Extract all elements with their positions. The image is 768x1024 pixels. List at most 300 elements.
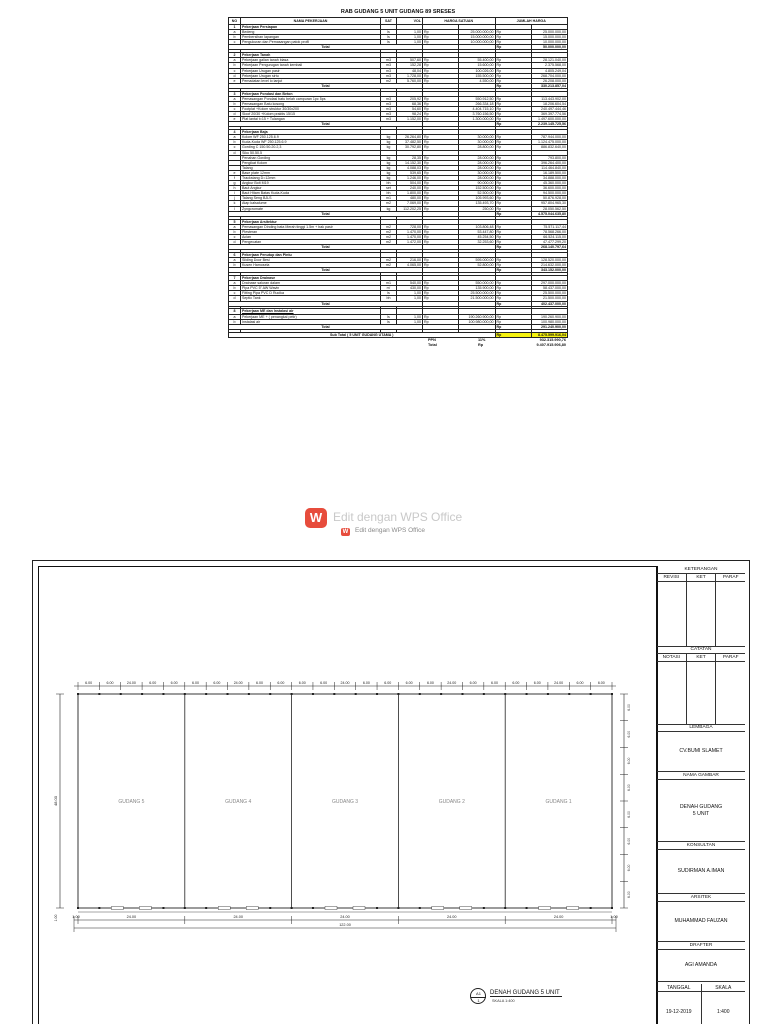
item-unit-price: 152.500,00 [459,186,495,191]
section-no: 7 [229,276,241,281]
bottom-dimension-label: 24.00 [233,915,243,919]
currency-label: Rp [495,117,531,122]
item-unit: m2 [381,201,397,206]
currency-label: Rp [495,263,531,268]
item-unit: m3 [381,107,397,112]
top-dimension-label: 6.00 [426,681,434,685]
currency-label: Rp [423,58,459,63]
currency-label: Rp [423,40,459,45]
column-mark [568,693,570,695]
currency-label: Rp [423,165,459,170]
item-unit-price: 105.993,60 [459,196,495,201]
item-name: Pengukuran dan Pemasangan patok profil [241,40,381,45]
currency-label: Rp [423,296,459,301]
item-letter: a [229,258,241,263]
grand-total-row: Total Rp 9.407.915.906,80 [428,342,566,347]
currency-label: Rp [495,258,531,263]
item-volume: 14.152,30 [397,160,423,165]
item-unit: m3 [381,58,397,63]
item-unit: bh [381,191,397,196]
item-volume: 1.246,00 [397,176,423,181]
room-label: GUDANG 3 [331,799,359,805]
item-volume: 1.470,00 [397,234,423,239]
item-letter: c [229,291,241,296]
item-unit: m3 [381,63,397,68]
lembaga-value: CV.BUMI SLAMET [657,732,745,772]
column-mark [269,693,271,695]
currency-label: Rp [423,68,459,73]
column-mark [504,693,506,695]
item-amount: 886.832.640,00 [531,145,567,150]
currency-label: Rp [495,73,531,78]
rab-title: RAB GUDANG 5 UNIT GUDANG 89 SRESES [340,9,456,15]
item-unit-price: 266.334,18 [459,101,495,106]
item-name: Pengecatan [241,239,381,244]
overall-dimension-label: 122.00 [339,923,351,927]
room-label: GUDANG 1 [545,799,572,805]
item-unit: m' [381,286,397,291]
item-amount: 369.397.774,56 [531,112,567,117]
currency-label: Rp [495,186,531,191]
currency-label: Rp [423,63,459,68]
caption-title: DENAH GUDANG 5 UNIT [490,990,560,996]
item-unit: ls [381,319,397,324]
bottom-dimension-label: 24.00 [553,915,564,919]
top-dimension-label: 6.00 [405,681,413,685]
left-dimension-label: 48.00 [53,795,58,807]
item-amount: 214.632.000,00 [531,263,567,268]
skala-label: SKALA [715,985,732,991]
item-letter: b [229,229,241,234]
item-unit-price: 15.000.000,00 [459,35,495,40]
item-letter: g [229,181,241,186]
item-letter: a [229,281,241,286]
caption-scale: SKALA 1:400 [492,999,515,1003]
door-mark [246,907,258,910]
item-name: Sliding Door Besi [241,258,381,263]
item-volume: 4.065,00 [397,263,423,268]
item-unit-price: 30.000,00 [459,135,495,140]
item-name: Footplat +Kolom struktur 30/30x200 [241,107,381,112]
currency-label: Rp [495,83,531,88]
currency-label: Rp [423,314,459,319]
tanggal-skala-labels [657,984,745,992]
item-volume: 7.069,00 [397,201,423,206]
item-letter: d [229,150,241,155]
floor-plan [38,566,658,1024]
section-no: 3 [229,91,241,96]
item-unit: m2 [381,224,397,229]
item-unit-price: 595.000,00 [459,258,495,263]
currency-label: Rp [423,73,459,78]
bottom-dimension-label: 24.00 [447,915,457,919]
item-unit: kg [381,165,397,170]
top-dimension-label: 6.00 [576,681,584,685]
column-mark [526,693,528,695]
right-dimension-label: 6.00 [627,891,631,898]
currency-label: Rp [495,155,531,160]
currency-label: Rp [495,229,531,234]
item-name: Pemasangan Dinding bata Merah tinggi 1.5m + bak pasir [241,224,381,229]
drafter-value: AGI AMANDA [657,950,745,982]
item-volume: 240,00 [397,186,423,191]
catatan-header: CATATAN [657,646,745,654]
currency-label: Rp [423,186,459,191]
drawing-caption [470,988,590,1008]
currency-label: Rp [495,296,531,301]
top-dimension-label: 6.00 [491,681,499,685]
item-letter: b [229,286,241,291]
item-amount: 297.000.000,00 [531,281,567,286]
column-mark [141,693,143,695]
currency-label: Rp [423,239,459,244]
item-unit-price: 3.760.156,50 [459,112,495,117]
item-name: Siku 50.50.5 [241,150,381,155]
item-name: Pipa PVC 5" AW Wavin [241,286,381,291]
section-total: 4.575.044.635,80 [531,211,567,216]
item-letter: d [229,73,241,78]
item-amount: 45.360.000,00 [531,181,567,186]
item-unit-price: 55.400,00 [459,58,495,63]
item-letter: b [229,35,241,40]
top-dimension-label: 24.00 [447,681,457,685]
item-amount: 47.477.299,20 [531,239,567,244]
column-mark [440,693,442,695]
currency-label: Rp [495,176,531,181]
item-name: Angkur Bolt M19 [241,181,381,186]
column-mark [312,693,314,695]
currency-label: Rp [495,301,531,306]
wps-edit-text: Edit dengan WPS Office [333,510,463,524]
bottom-dimension-label: 1.00 [610,915,618,919]
section-total: 330.213.857,04 [531,83,567,88]
section-marker-icon: A1 1 [470,988,486,1004]
currency-label: Rp [495,68,531,73]
right-dimension-label: 6.00 [627,811,631,818]
top-dimension-label: 24.00 [554,681,564,685]
item-volume: 430,00 [397,286,423,291]
item-name: Talang Seng BJLS [241,196,381,201]
currency-label: Rp [495,281,531,286]
lembaga-label: LEMBAGA [657,724,745,732]
column-mark [461,693,463,695]
column-mark [611,907,613,909]
item-unit: m2 [381,258,397,263]
bottom-dimension-label: 24.00 [126,915,137,919]
item-letter: l [229,206,241,211]
header-no: NO [229,18,241,25]
item-name: Kolom WF 250.125.6.9 [241,135,381,140]
door-mark [432,907,444,910]
item-unit: kg [381,155,397,160]
item-amount: 10.000.000,00 [531,40,567,45]
total-label: Total [229,122,423,127]
column-mark [248,693,250,695]
item-unit-price: 10.000.000,00 [459,40,495,45]
nama-gambar-label: NAMA GAMBAR [657,772,745,780]
column-mark [162,907,164,909]
column-mark [77,693,79,695]
currency-label: Rp [495,196,531,201]
currency-label: Rp [495,314,531,319]
currency-label: Rp [495,101,531,106]
item-volume: 507,60 [397,58,423,63]
wps-watermark[interactable] [305,508,475,538]
currency-label: Rp [495,165,531,170]
currency-label: Rp [423,155,459,160]
item-name: Bedeng [241,30,381,35]
column-mark [120,693,122,695]
item-volume: 1.800,00 [397,191,423,196]
column-mark [419,907,421,909]
item-unit: m3 [381,73,397,78]
column-mark [269,907,271,909]
item-name: Kuda-Kuda WF 250.125.6.9 [241,140,381,145]
item-unit: m1 [381,196,397,201]
currency-label: Rp [495,286,531,291]
item-volume: 1.152,00 [397,117,423,122]
currency-label: Rp [423,107,459,112]
item-unit-price: 103.806,48 [459,224,495,229]
currency-label: Rp [495,140,531,145]
item-letter: b [229,140,241,145]
column-mark [590,693,592,695]
item-unit-price: 4.550,00 [459,78,495,83]
column-mark [355,693,357,695]
item-letter: a [229,96,241,101]
item-unit-price: 45.254,50 [459,234,495,239]
currency-label: Rp [423,78,459,83]
top-dimension-label: 6.00 [597,681,605,685]
item-volume: 68,36 [397,101,423,106]
door-mark [218,907,230,910]
item-letter: b [229,319,241,324]
column-mark [205,907,207,909]
top-dimension-label: 6.00 [213,681,221,685]
item-amount: 18.206.604,54 [531,101,567,106]
section-no: 2 [229,53,241,58]
item-amount: 34.888.000,00 [531,176,567,181]
item-volume: 5.760,00 [397,78,423,83]
column-mark [376,907,378,909]
arsitek-value: MUHAMMAD FAUZAN [657,902,745,942]
item-letter: d [229,296,241,301]
section-total: 402.437.000,00 [531,301,567,306]
top-dimension-label: 6.00 [85,681,93,685]
section-title: Pekerjaan Pondasi dan Beton [241,91,381,96]
currency-label: Rp [423,140,459,145]
item-amount: 190.260.900,00 [531,314,567,319]
total-label: Total [229,301,423,306]
item-letter: b [229,263,241,268]
item-volume: 1.472,00 [397,239,423,244]
column-mark [526,907,528,909]
section-total: 50.000.000,00 [531,45,567,50]
door-mark [325,907,337,910]
column-mark [162,693,164,695]
section-total: 291.240.900,00 [531,324,567,329]
total-label: Total [229,324,423,329]
column-mark [98,693,100,695]
total-label: Total [229,83,423,88]
currency-label: Rp [495,35,531,40]
currency-label: Rp [495,181,531,186]
item-volume: 4.088,03 [397,165,423,170]
item-amount: 787.944.000,00 [531,135,567,140]
arsitek-label: ARSITEK [657,894,745,902]
item-unit-price: 15.600,00 [459,63,495,68]
top-dimension-label: 6.00 [533,681,541,685]
item-letter: a [229,58,241,63]
item-unit-price: 135.900,00 [459,286,495,291]
item-unit-price: 52.800,00 [459,263,495,268]
column-mark [184,907,186,909]
item-volume: 728,00 [397,224,423,229]
currency-label: Rp [495,145,531,150]
item-amount: 94.500.000,00 [531,191,567,196]
item-unit-price: 30.000,00 [459,170,495,175]
item-name: Zyngcromate [241,206,381,211]
item-letter: c [229,234,241,239]
item-name: Base plate 12mm [241,170,381,175]
item-volume: 1,00 [397,35,423,40]
right-dimension-label: 6.00 [627,704,631,711]
currency-label: Rp [495,170,531,175]
paraf-col: PARAF [722,575,739,580]
item-letter: c [229,68,241,73]
item-unit: kg [381,135,397,140]
currency-label: Rp [495,63,531,68]
top-dimension-label: 24.00 [126,681,136,685]
item-amount: 36.600.000,00 [531,186,567,191]
item-letter: a [229,135,241,140]
ket2-col: KET [687,654,717,661]
item-unit: ls [381,35,397,40]
column-mark [397,693,399,695]
currency-label: Rp [423,160,459,165]
top-dimension-label: 6.00 [191,681,199,685]
section-title: Pekerjaan Penutup dan Pintu [241,252,381,257]
skala-value: 1:400 [716,1009,730,1015]
column-mark [397,907,399,909]
currency-label: Rp [495,40,531,45]
item-amount: 66.524.115,00 [531,234,567,239]
item-amount: 396.264.400,00 [531,160,567,165]
item-volume: 30.792,80 [397,145,423,150]
item-letter: a [229,30,241,35]
konsultan-value: SUDIRMAN A.IMAN [657,850,745,894]
section-title: Pekerjaan Arsitektur [241,219,381,224]
item-volume: 48,04 [397,68,423,73]
total-label: Total [229,245,423,250]
currency-label: Rp [495,58,531,63]
currency-label: Rp [423,201,459,206]
column-mark [77,907,79,909]
item-name: Pengikat Kolom [241,160,381,165]
top-dimension-label: 6.00 [469,681,477,685]
item-unit: kg [381,206,397,211]
item-letter: j [229,196,241,201]
item-unit-price: 100.026,00 [459,68,495,73]
top-dimension-label: 24.00 [233,681,243,685]
top-dimension-label: 6.00 [106,681,114,685]
nama-gambar-value: DENAH GUDANG 5 UNIT [657,780,745,842]
currency-label: Rp [495,211,531,216]
item-amount: 75.571.117,44 [531,224,567,229]
currency-label: Rp [495,245,531,250]
item-volume: 1.728,00 [397,73,423,78]
currency-label: Rp [495,201,531,206]
currency-label: Rp [495,122,531,127]
item-name: Baut Angkur [241,186,381,191]
item-volume: 1,00 [397,296,423,301]
item-volume: 539,65 [397,170,423,175]
column-mark [483,907,485,909]
currency-label: Rp [423,117,459,122]
currency-label: Rp [495,268,531,273]
section-total: 343.152.000,00 [531,268,567,273]
item-name: Atap kalsalume [241,201,381,206]
header-vol: VOL [397,18,423,25]
item-unit: ls [381,291,397,296]
item-unit: m3 [381,101,397,106]
currency-label: Rp [495,78,531,83]
room-label: GUDANG 4 [225,799,252,805]
door-mark [460,907,472,910]
item-letter: d [229,239,241,244]
item-unit-price: 28.800,00 [459,145,495,150]
revisi-columns [657,574,745,582]
rab-document [228,8,568,348]
item-volume: 37.482,50 [397,140,423,145]
item-letter: i [229,191,241,196]
bottom-dimension-label: 24.00 [340,915,350,919]
tanggal-label: TANGGAL [657,984,702,991]
item-unit-price: 21.500.000,00 [459,296,495,301]
item-name: Acian [241,234,381,239]
top-dimension-label: 24.00 [340,681,350,685]
door-mark [111,907,123,910]
tanggal-value: 19-12-2019 [657,992,702,1024]
currency-label: Rp [423,291,459,296]
revisi-col: REVISI [657,574,687,581]
rab-header-row [229,18,568,25]
column-mark [504,907,506,909]
item-unit: kg [381,176,397,181]
item-unit: m2 [381,229,397,234]
top-dimension-label: 6.00 [256,681,264,685]
item-volume: 1,00 [397,30,423,35]
item-amount: 25.500.000,00 [531,291,567,296]
item-amount: 128.520.000,00 [531,258,567,263]
item-name: Pembersihan lapangan [241,35,381,40]
column-mark [98,907,100,909]
item-volume: 26.264,80 [397,135,423,140]
item-volume: 480,00 [397,196,423,201]
item-amount: 78.568.266,00 [531,229,567,234]
currency-label: Rp [495,324,531,329]
item-unit-price: 52.500,00 [459,191,495,196]
item-name: Pekerjaan Urugan pasir [241,68,381,73]
item-unit: m2 [381,263,397,268]
item-volume: 1.470,00 [397,229,423,234]
currency-label: Rp [423,263,459,268]
item-unit-price: 155.500,00 [459,73,495,78]
currency-label: Rp [423,96,459,101]
item-name: Pekerjaan Pengurugan tanah kembali [241,63,381,68]
currency-label: Rp [423,35,459,40]
column-mark [419,693,421,695]
